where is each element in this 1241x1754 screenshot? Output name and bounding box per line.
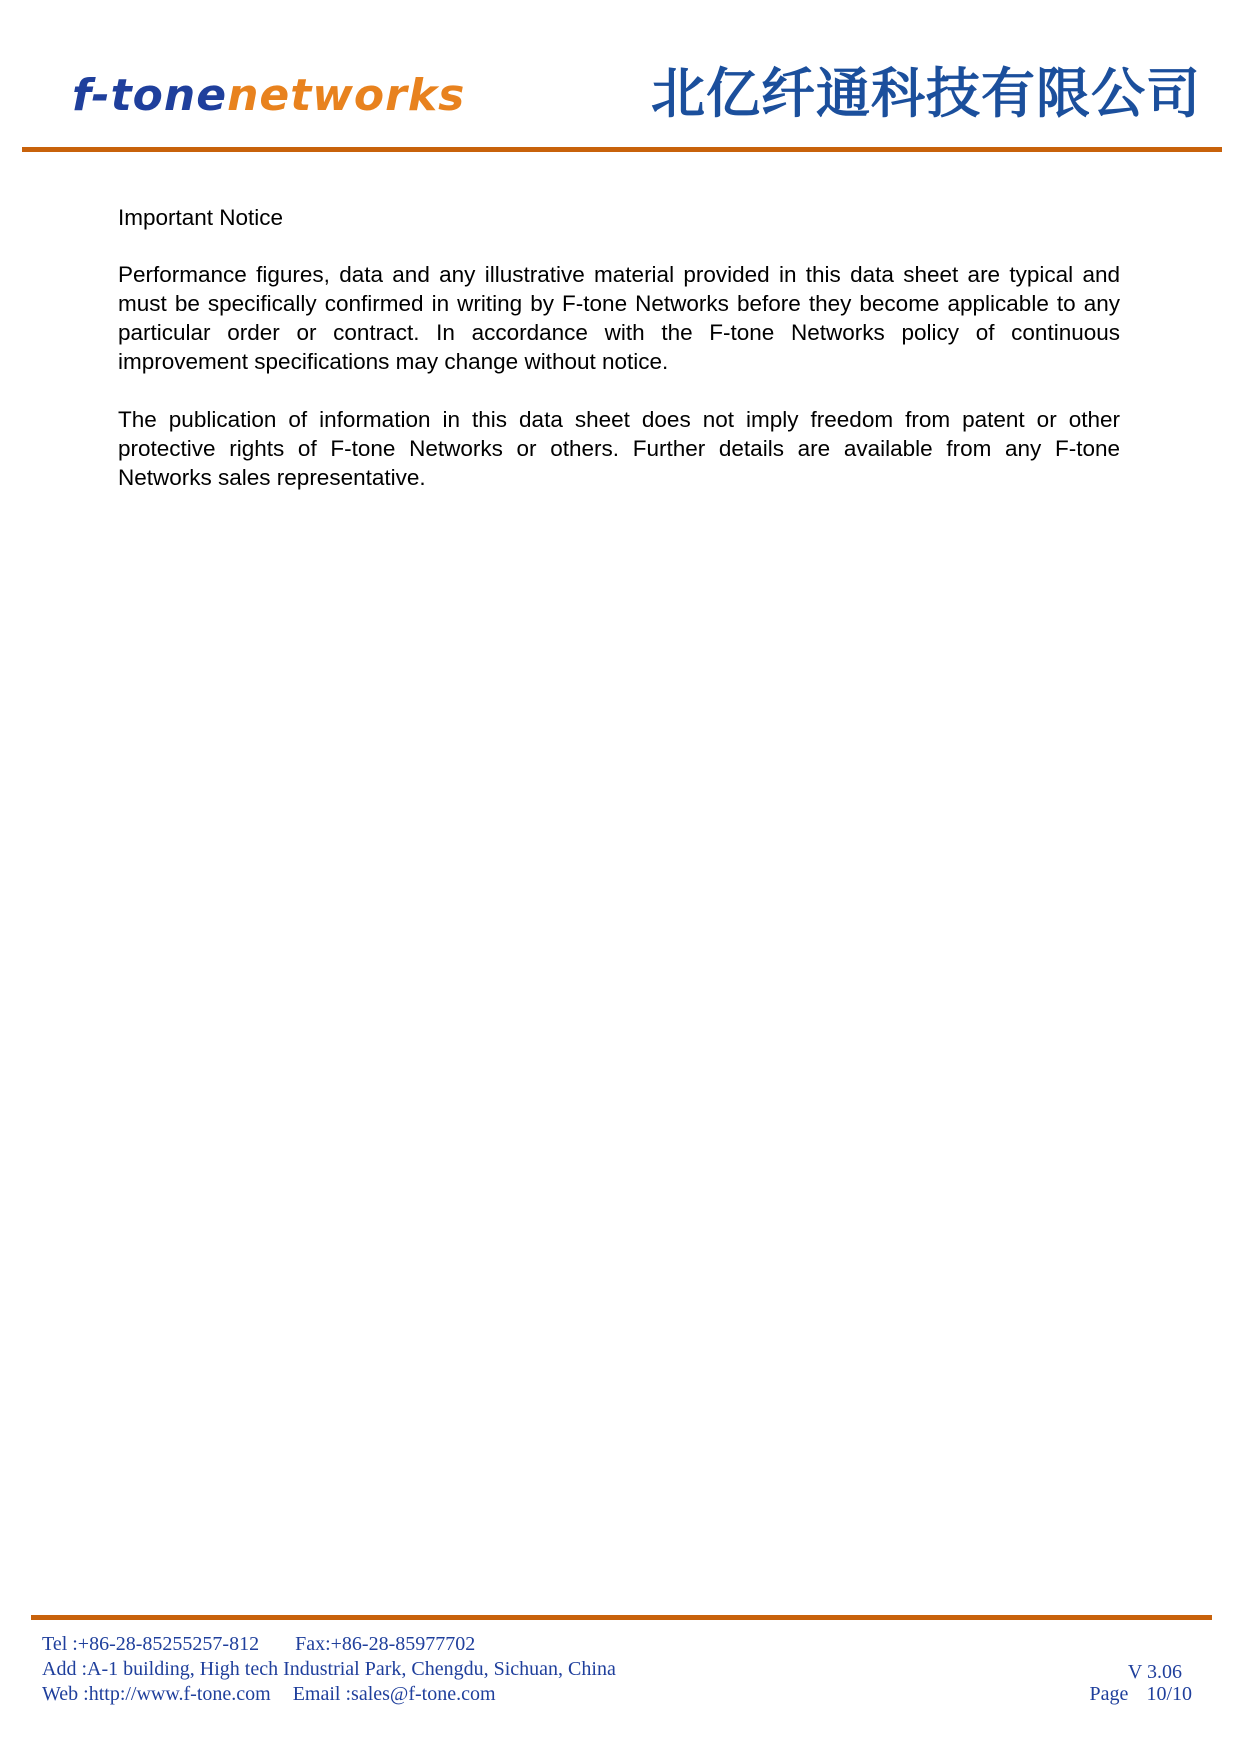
footer-address: Add :A-1 building, High tech Industrial Park, Chengdu, Sichuan, China: [42, 1658, 616, 1680]
footer-version: V 3.06: [1127, 1661, 1182, 1683]
footer-tel: Tel :+86-28-85255257-812: [42, 1633, 260, 1655]
footer-page-number: 10/10: [1146, 1683, 1192, 1705]
header-divider: [22, 147, 1222, 152]
notice-paragraph-2: The publication of information in this data sheet does not imply freedom from patent or other protective rights of F-tone Networks or others. Further details are available from any F-tone Networks sales representative.: [118, 407, 1120, 490]
notice-paragraph-1: Performance figures, data and any illustrative material provided in this data sheet are typical and must be specifically confirmed in writing by F-tone Networks before they become applicable to any particular order or contract. In accordance with the F-tone Networks policy of continuous improvement specifications may change without notice.: [118, 262, 1120, 374]
footer-fax: Fax:+86-28-85977702: [295, 1633, 476, 1655]
notice-section: [118, 203, 1120, 521]
company-name: 北亿纤通科技有限公司: [651, 61, 1201, 125]
notice-title: Important Notice: [118, 205, 284, 230]
logo-text-ftone: f-tone: [72, 70, 228, 121]
footer-web: Web :http://www.f-tone.com: [42, 1683, 271, 1705]
footer-row-web: [42, 1682, 1192, 1707]
footer-divider: [31, 1615, 1212, 1620]
footer-page: [1090, 1682, 1192, 1707]
company-logo: [72, 66, 465, 126]
footer-contact-numbers: [42, 1632, 475, 1657]
page-footer: [42, 1632, 1192, 1707]
logo-text-networks: networks: [227, 70, 466, 121]
footer-row-address: [42, 1657, 1192, 1682]
footer-web-email: [42, 1682, 496, 1707]
footer-page-label: Page: [1089, 1683, 1129, 1705]
footer-email: Email :sales@f-tone.com: [292, 1683, 496, 1705]
footer-row-contact: [42, 1632, 1192, 1657]
